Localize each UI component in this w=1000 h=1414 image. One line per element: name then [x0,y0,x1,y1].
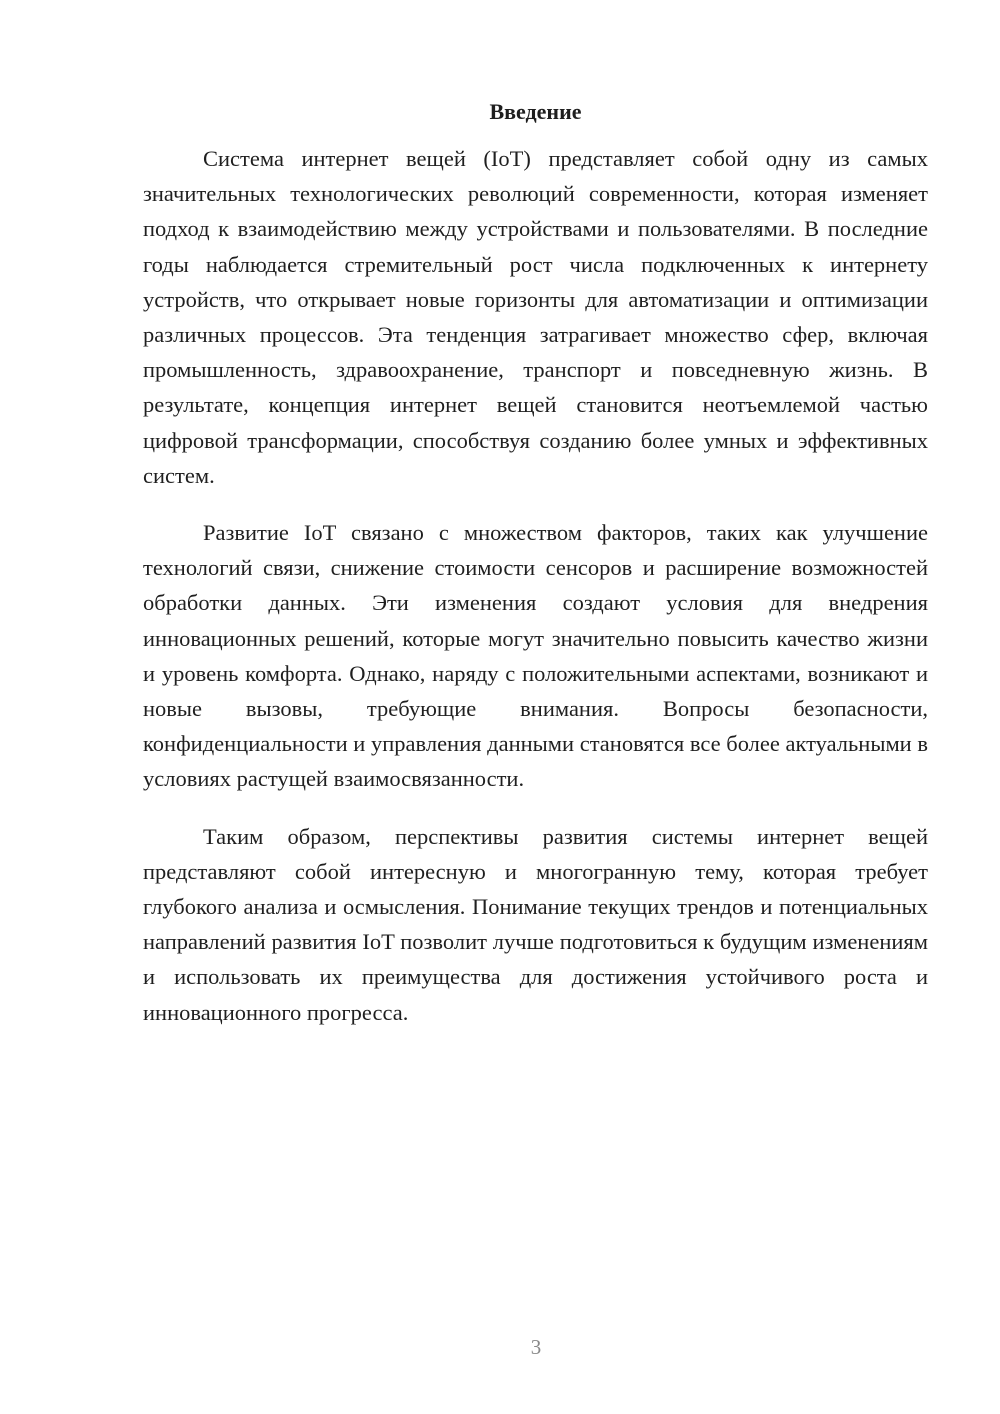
paragraph-3: Таким образом, перспективы развития системы интернет вещей представляют собой интересную и многогранную тему, которая требует глубокого анализа и осмысления. Понимание текущих трендов и потенциальных направлений развития IoT позволит лучше подготовиться к будущим изменениям и использовать их преимущества для достижения устойчивого роста и инновационного прогресса. [143,823,928,1025]
page-number: 3 [530,1335,542,1359]
paragraph-2: Развитие IoT связано с множеством факторов, таких как улучшение технологий связи, снижение стоимости сенсоров и расширение возможностей обработки данных. Эти изменения создают условия для внедрения инновационных решений, которые могут значительно повысить качество жизни и уровень комфорта. Однако, наряду с положительными аспектами, возникают и новые вызовы, требующие внимания. Вопросы безопасности, конфиденциальности и управления данными становятся все более актуальными в условиях растущей взаимосвязанности. [143,520,928,792]
section-title: Введение [489,99,582,124]
paragraph-1: Система интернет вещей (IoT) представляет собой одну из самых значительных технологических революций современности, которая изменяет подход к взаимодействию между устройствами и пользователями. В последние годы наблюдается стремительный рост числа подключенных к интернету устройств, что открывает новые горизонты для автоматизации и оптимизации различных процессов. Эта тенденция затрагивает множество сфер, включая промышленность, здравоохранение, транспорт и повседневную жизнь. В результате, концепция интернет вещей становится неотъемлемой частью цифровой трансформации, способствуя созданию более умных и эффективных систем. [143,146,928,488]
body-text [143,141,928,1052]
